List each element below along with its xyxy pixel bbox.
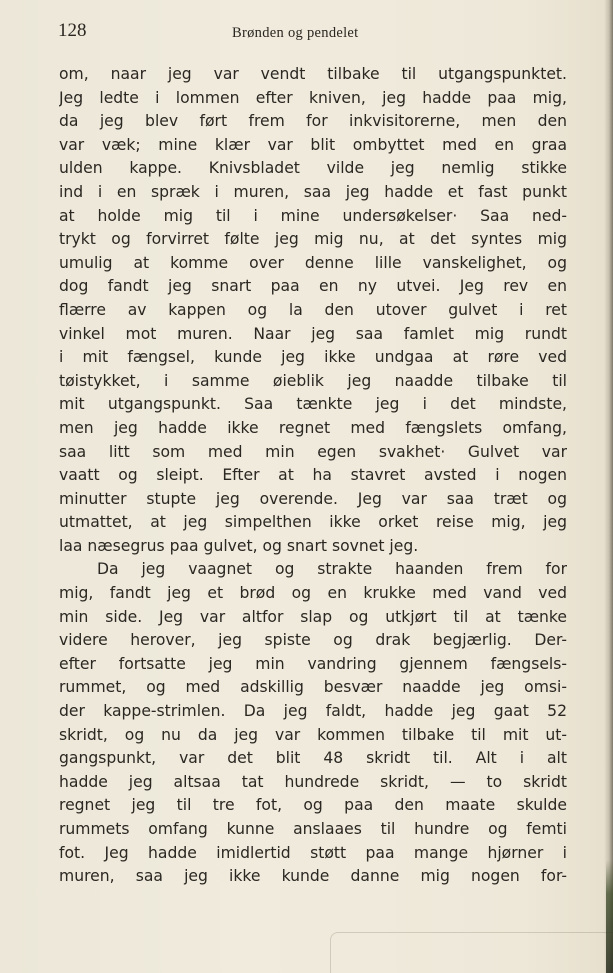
text-line: rummets omfang kunne anslaaes til hundre og femti	[59, 820, 567, 838]
text-line: vinkel mot muren. Naar jeg saa famlet mig rundt	[59, 324, 567, 343]
text-line: i mit fængsel, kunde jeg ikke undgaa at røre ved	[59, 348, 567, 367]
text-line: regnet jeg til tre fot, og paa den maate skulde	[59, 796, 567, 815]
page-header	[58, 20, 565, 46]
text-line: rummet, og med adskillig besvær naadde jeg omsi-	[59, 678, 567, 697]
text-line: minutter stupte jeg overende. Jeg var saa træt og	[59, 489, 567, 508]
text-line: der kappe-strimlen. Da jeg faldt, hadde jeg gaat 52	[59, 702, 567, 721]
text-line: om, naar jeg var vendt tilbake til utgangspunktet.	[59, 65, 567, 83]
text-line: flærre av kappen og la den utover gulvet i ret	[59, 300, 567, 319]
page-edge-stain	[606, 860, 613, 973]
text-line: umulig at komme over denne lille vanskelighet, og	[59, 253, 567, 272]
text-line: muren, saa jeg ikke kunde danne mig nogen for-	[59, 867, 567, 886]
text-line: Da jeg vaagnet og strakte haanden frem for	[97, 560, 567, 579]
running-title: Brønden og pendelet	[232, 25, 359, 41]
body-text	[59, 63, 567, 889]
text-line: utmattet, at jeg simpelthen ikke orket reise mig, jeg	[59, 513, 567, 532]
text-line: fot. Jeg hadde imidlertid støtt paa mange hjørner i	[59, 843, 567, 862]
text-line: laa næsegrus paa gulvet, og snart sovnet jeg.	[59, 536, 419, 555]
page-number: 128	[58, 20, 87, 41]
text-line: ind i en spræk i muren, saa jeg hadde et fast punkt	[59, 182, 567, 201]
page-curl-shadow	[330, 932, 613, 973]
text-line: dog fandt jeg snart paa en ny utvei. Jeg rev en	[59, 277, 567, 296]
text-line: mit utgangspunkt. Saa tænkte jeg i det mindste,	[59, 395, 567, 414]
text-line: da jeg blev ført frem for inkvisitorerne, men den	[59, 112, 567, 131]
text-line: efter fortsatte jeg min vandring gjennem fængsels-	[59, 654, 567, 673]
text-line: hadde jeg altsaa tat hundrede skridt, — to skridt	[59, 772, 567, 791]
text-line: min side. Jeg var altfor slap og utkjørt til at tænke	[59, 607, 567, 626]
text-line: skridt, og nu da jeg var kommen tilbake til mit ut-	[59, 725, 567, 744]
page-edge-shadow	[604, 0, 613, 973]
text-line: var væk; mine klær var blit ombyttet med en graa	[59, 135, 567, 154]
text-line: Jeg ledte i lommen efter kniven, jeg hadde paa mig,	[59, 88, 567, 107]
text-line: men jeg hadde ikke regnet med fængslets omfang,	[59, 418, 567, 437]
text-line: mig, fandt jeg et brød og en krukke med vand ved	[59, 584, 567, 603]
text-line: trykt og forvirret følte jeg mig nu, at det syntes mig	[59, 230, 567, 249]
text-line: tøistykket, i samme øieblik jeg naadde tilbake til	[59, 371, 567, 390]
text-line: vaatt og sleipt. Efter at ha stavret avsted i nogen	[59, 466, 567, 485]
text-line: ulden kappe. Knivsbladet vilde jeg nemlig stikke	[59, 159, 567, 178]
text-line: videre herover, jeg spiste og drak begjærlig. Der-	[59, 631, 567, 650]
text-line: gangspunkt, var det blit 48 skridt til. Alt i alt	[59, 749, 567, 768]
text-line: at holde mig til i mine undersøkelser· Saa ned-	[59, 206, 567, 225]
text-line: saa litt som med min egen svakhet· Gulvet var	[59, 442, 567, 461]
